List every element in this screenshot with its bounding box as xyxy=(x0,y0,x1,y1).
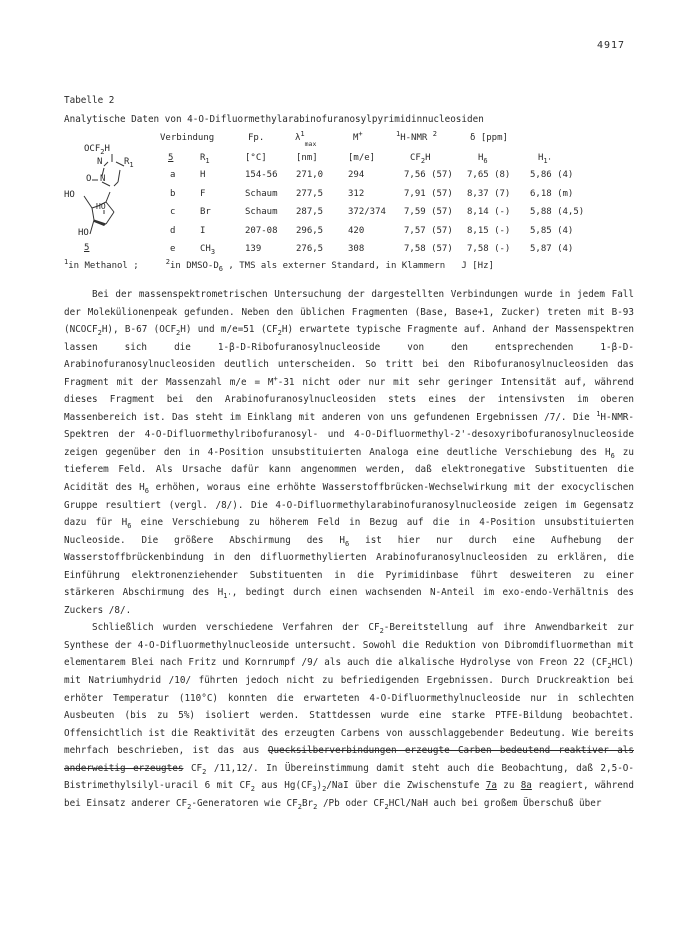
cell-compound: a xyxy=(170,170,176,180)
cell-mass: 294 xyxy=(348,170,365,180)
cell-h1: 5,87 (4) xyxy=(530,244,574,255)
page-number: 4917 xyxy=(597,40,626,51)
header-compound-number: 5 xyxy=(168,153,174,163)
cell-lambda: 287,5 xyxy=(296,207,324,218)
cell-h6: 8,37 (7) xyxy=(467,188,511,199)
paragraph-cf2-generation: Schließlich wurden verschiedene Verfahren der $CF_2$-Bereitstellung auf ihre Anwendbarkeit zur Synthese der 4-O-Difluormethylnucleoside untersucht. Sowohl die Reduktion von Dibromdifluormethan mit elementarem Blei nach Fritz und Kornrumpf /9/ als auch die alkalische Hydrolyse von Freon 22 $(CF_2HCl)$ mit Natriumhydrid /10/ führten jedoch nicht zu befriedigenden Ergebnissen. Durch Druckreaktion bei erhöter Temperatur (110°C) konnten die erwarteten 4-O-Difluormethylnucleoside nur in schlechten Ausbeuten (bis zu 5%) isoliert werden. Stattdessen wurde eine starke PTFE-Bildung beobachtet. Offensichtlich ist die Reaktivität des erzeugten Carbens von ausschlaggebender Bedeutung. Wie bereits mehrfach beschrieben, ist das aus Quecksilberverbindungen erzeugte Carben bedeutend reaktiver als anderweitig erzeugtes $CF_2$ /11,12/. In Übereinstimmung damit steht auch die Beobachtung, daß 2,5-O-Bistrimethylsilyl-uracil 6 mit $CF_2$ aus $Hg(CF_3)_2$/NaI über die Zwischenstufe 7a zu 8a reagiert, während bei Einsatz anderer $CF_2$-Generatoren wie $CF_2Br_2$ /Pb oder $CF_2HCl$/NaH auch bei großem Überschuß über xyxy=(64,622,635,811)
header-r1: $R_1$ xyxy=(200,153,210,165)
header-unit-m: [m/e] xyxy=(348,153,376,163)
cell-r1: $CH_3$ xyxy=(200,244,216,257)
cell-h6: 8,15 (-) xyxy=(467,225,511,236)
cell-h1: 6,18 (m) xyxy=(530,188,574,199)
table-caption-title: Analytische Daten von 4-O-Difluormethylarabinofuranosylpyrimidinnucleosiden xyxy=(64,114,484,125)
ho-mid-label: HO xyxy=(96,202,106,211)
cell-mass: 372/374 xyxy=(348,207,386,218)
cell-h6: 7,65 (8) xyxy=(467,170,511,180)
cell-lambda: 276,5 xyxy=(296,244,324,255)
n-atom-top: N xyxy=(97,157,103,167)
cell-cf2h: 7,56 (57) xyxy=(404,170,453,180)
n-atom-bottom: N xyxy=(100,174,106,184)
header-m-plus: M+ xyxy=(353,130,363,143)
structure-formula xyxy=(64,140,169,270)
structure-number-label: 5 xyxy=(84,243,90,253)
header-unit-fp: [°C] xyxy=(245,153,267,163)
header-verbindung: Verbindung xyxy=(160,133,215,143)
header-lambda: $\lambda^1_{max}$ xyxy=(295,130,317,148)
ho-bottom-label: HO xyxy=(78,228,89,238)
cell-compound: e xyxy=(170,244,176,255)
cell-fp: 139 xyxy=(245,244,262,255)
cell-mass: 420 xyxy=(348,225,365,236)
header-cf2h: $CF_2H$ xyxy=(410,153,431,165)
paragraph-mass-spectrometry: Bei der massenspektrometrischen Untersuchung der dargestellten Verbindungen wurde in jedem Fall der Molekülionenpeak gefunden. Neben den üblichen Fragmenten (Base, Base+1, Zucker) treten mit B-93 $(NCOCF_2H)$, B-67 $(OCF_2H)$ und m/e=51 $(CF_2H)$ erwartete typische Fragmente auf. Anhand der Massenspektren lassen sich die 1-β-D-Ribofuranosylnucleoside von den entsprechenden 1-β-D-Arabinofuranosylnucleosiden deutlich unterscheiden. So tritt bei den Ribofuranosylnucleosiden das Fragment mit der Massenzahl m/e = M+-31 nicht oder nur mit sehr geringer Intensität auf, während dieses Fragment bei den Arabinofuranosylnucleosiden stets eines der intensivsten im oberen Massenbereich ist. Das steht im Einklang mit anderen von uns gefundenen Ergebnissen /7/. Die $^1$H-NMR-Spektren der 4-O-Difluormethylribofuranosyl- und 4-O-Difluormethyl-2'-desoxyribofuranosylnucleoside zeigen gegenüber den in 4-Position unsubstituierten Analoga eine deutliche Verschiebung des $H_6$ zu tieferem Feld. Als Ursache dafür kann angenommen werden, daß elektronegative Substituenten die Acidität des $H_6$ erhöhen, woraus eine erhöhte Wasserstoffbrücken-Wechselwirkung mit der exocyclischen Gruppe resultiert (vergl. /8/). Die 4-O-Difluormethylarabinofuranosylnucleoside zeigen im Gegensatz dazu für $H_6$ eine Verschiebung zu höherem Feld in Bezug auf die in 4-Position unsubstituierten Nucleoside. Die größere Abschirmung des $H_6$ ist hier nur durch eine Aufhebung der Wasserstoffbrückenbindung in den difluormethylierten Arabinofuranosylnucleosiden zu erklären, die Einführung elektronenziehender Substituenten in die Pyrimidinbase führt desweiteren zu einer stärkeren Abschirmung des $H_{1'}$, bedingt durch einen wachsenden N-Anteil im exo-endo-Verhältnis des Zuckers /8/. xyxy=(64,289,635,616)
o-atom: O xyxy=(86,174,92,184)
cell-fp: 154-56 xyxy=(245,170,278,180)
cell-r1: F xyxy=(200,188,206,199)
table-footnote: $^1$in Methanol ; $^2$in DMSO-$D_6$ , TMS als externer Standard, in Klammern J [Hz] xyxy=(64,258,494,273)
header-h1: $H_{1'}$ xyxy=(538,153,552,165)
cell-compound: b xyxy=(170,188,176,199)
struck-through-text: Quecksilberverbindungen erzeugte Carben bedeutend reaktiver als anderweitig erzeugtes xyxy=(64,745,634,774)
cell-r1: I xyxy=(200,225,206,236)
cell-h6: 7,58 (-) xyxy=(467,244,511,255)
cell-lambda: 296,5 xyxy=(296,225,324,236)
cell-cf2h: 7,57 (57) xyxy=(404,225,453,236)
cell-mass: 308 xyxy=(348,244,365,255)
table-caption-label: Tabelle 2 xyxy=(64,95,115,106)
cell-cf2h: 7,59 (57) xyxy=(404,207,453,218)
cell-lambda: 271,0 xyxy=(296,170,324,180)
cell-cf2h: 7,58 (57) xyxy=(404,244,453,255)
cell-h1: 5,88 (4,5) xyxy=(530,207,585,218)
cell-compound: d xyxy=(170,225,176,236)
header-unit-lambda: [nm] xyxy=(296,153,318,163)
cell-r1: H xyxy=(200,170,206,180)
body-text xyxy=(64,286,634,812)
cell-lambda: 277,5 xyxy=(296,188,324,199)
cell-h6: 8,14 (-) xyxy=(467,207,511,218)
cell-compound: c xyxy=(170,207,176,218)
structure-bonds-drawing xyxy=(64,140,169,270)
ho-left-label: HO xyxy=(64,190,75,200)
header-delta-unit: δ [ppm] xyxy=(470,133,508,143)
cell-h1: 5,85 (4) xyxy=(530,225,574,236)
cell-mass: 312 xyxy=(348,188,365,199)
r1-atom: $R_1$ xyxy=(124,157,134,169)
header-h6: $H_6$ xyxy=(478,153,488,165)
cell-cf2h: 7,91 (57) xyxy=(404,188,453,199)
header-nmr: $^1$H-NMR $^2$ xyxy=(396,130,437,143)
cell-fp: Schaum xyxy=(245,188,278,199)
ocf2h-label: $OCF_2H$ xyxy=(84,144,110,156)
cell-r1: Br xyxy=(200,207,211,218)
cell-fp: Schaum xyxy=(245,207,278,218)
header-fp: Fp. xyxy=(248,133,265,143)
cell-h1: 5,86 (4) xyxy=(530,170,574,180)
cell-fp: 207-08 xyxy=(245,225,278,236)
